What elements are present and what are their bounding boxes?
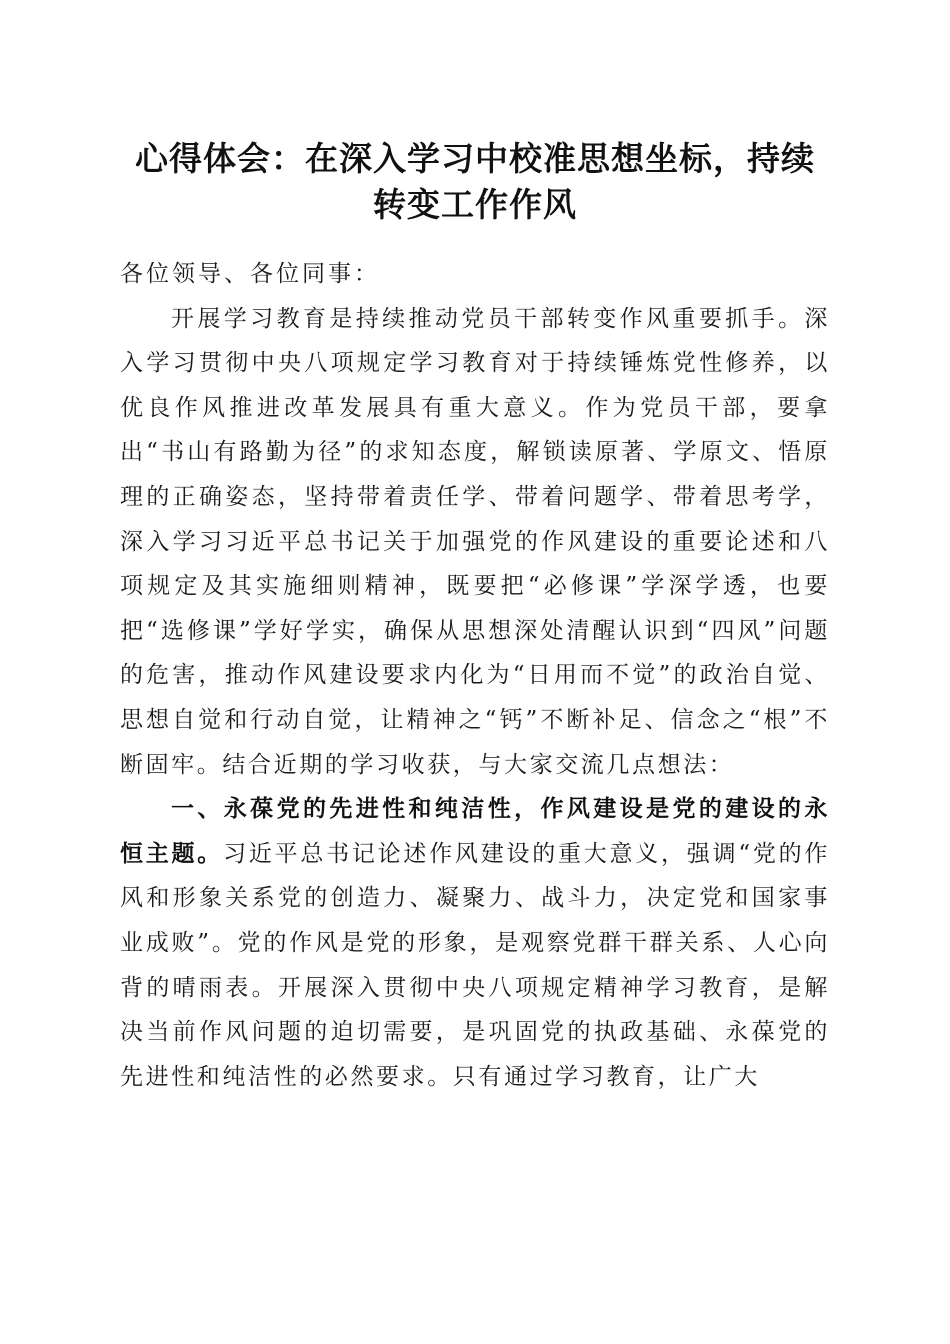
intro-paragraph: 开展学习教育是持续推动党员干部转变作风重要抓手。深入学习贯彻中央八项规定学习教育对于持续锤炼党性修养，以优良作风推进改革发展具有重大意义。作为党员干部，要拿出“书山有路勤为径”的求知态度，解锁读原著、学原文、悟原理的正确姿态，坚持带着责任学、带着问题学、带着思考学，深入学习习近平总书记关于加强党的作风建设的重要论述和八项规定及其实施细则精神，既要把“必修课”学深学透，也要把“选修课”学好学实，确保从思想深处清醒认识到“四风”问题的危害，推动作风建设要求内化为“日用而不觉”的政治自觉、思想自觉和行动自觉，让精神之“钙”不断补足、信念之“根”不断固牢。结合近期的学习收获，与大家交流几点想法： (120, 305, 830, 778)
section-1-heading: 一、永葆党的先进性和纯洁性，作风建设是党的建设的永恒主题。 (120, 795, 830, 867)
title-line-1: 心得体会：在深入学习中校准思想坐标，持续 (135, 139, 815, 178)
document-title (100, 136, 850, 228)
salutation: 各位领导、各位同事： (120, 261, 380, 287)
section-1-body: 习近平总书记论述作风建设的重大意义，强调“党的作风和形象关系党的创造力、凝聚力、战斗力，决定党和国家事业成败”。党的作风是党的形象，是观察党群干群关系、人心向背的晴雨表。开展深入贯彻中央八项规定精神学习教育，是解决当前作风问题的迫切需要，是巩固党的执政基础、永葆党的先进性和纯洁性的必然要求。只有通过学习教育，让广大 (120, 840, 830, 1090)
title-line-2: 转变工作作风 (373, 185, 577, 224)
section-1-paragraph (120, 787, 830, 1099)
document-body (120, 252, 830, 1099)
